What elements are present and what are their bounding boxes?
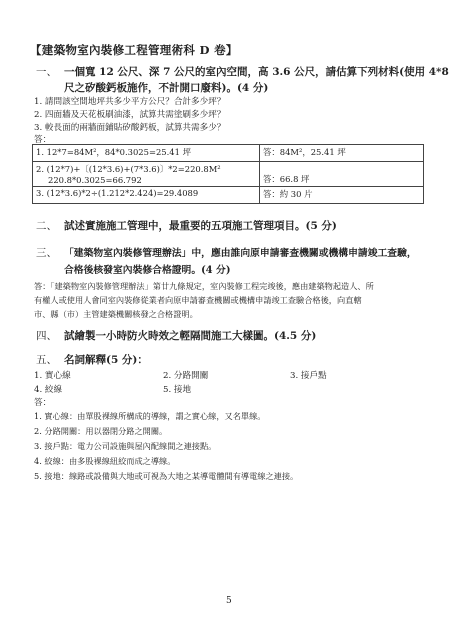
table-cell-answer-1: 答：84M²，25.41 坪 (260, 145, 424, 162)
q1-line2: 尺之矽酸鈣板施作，不計開口廢料)。(4 分) (64, 82, 269, 94)
table-cell-calc-2 (33, 162, 260, 187)
q1-answer-table (32, 144, 424, 204)
q5-answer-1: 1. 實心線：由單股裸線所構成的導線，謂之實心線，又名單線。 (34, 411, 266, 421)
q5-answer-2: 2. 分路開關：用以器閉分路之開關。 (34, 426, 168, 436)
q4-number: 四、 (36, 330, 57, 342)
q5-term-4: 4. 絞線 (34, 385, 63, 395)
calc-2-line-1: 2. (12*7)+〔(12*3.6)+(7*3.6)〕*2=220.8M² (36, 164, 221, 174)
q1-sub-2: 2. 四面牆及天花板刷油漆，試算共需塗刷多少坪？ (34, 110, 226, 120)
q3-line2: 合格後核發室內裝修合格證明。(4 分) (64, 265, 231, 276)
table-row (33, 162, 424, 187)
q3-answer-line-2: 有權人或使用人會同室內裝修從業者向原申請審查機關或機構申請竣工查驗合格後，向直轄 (34, 295, 362, 305)
q4-text: 試繪製一小時防火時效之輕隔間施工大樣圖。(4.5 分) (64, 330, 317, 342)
page-number: 5 (226, 596, 232, 606)
q5-number: 五、 (36, 354, 57, 366)
q5-term-3: 3. 接戶點 (290, 371, 327, 381)
q3-number: 三、 (36, 247, 57, 259)
q5-term-1: 1. 實心線 (34, 371, 71, 381)
q2-text: 試述實施施工管理中，最重要的五項施工管理項目。(5 分) (64, 220, 337, 232)
calc-2-line-2: 220.8*0.3025=66.792 (48, 175, 142, 185)
q5-text: 名詞解釋(5 分)： (64, 354, 148, 366)
table-cell-answer-2: 答：66.8 坪 (260, 162, 424, 187)
table-cell-answer-3: 答：約 30 片 (260, 187, 424, 204)
exam-title: 【建築物室內裝修工程管理術科 D 卷】 (30, 43, 238, 57)
table-cell-calc-3: 3. (12*3.6)*2÷(1.212*2.424)=29.4089 (33, 187, 260, 204)
table-cell-calc-1: 1. 12*7=84M²，84*0.3025=25.41 坪 (33, 145, 260, 162)
q3-answer-line-1: 答：「建築物室內裝修管理辦法」第廿九條規定，室內裝修工程完竣後，應由建築物起造人、所 (34, 281, 374, 291)
q5-answer-3: 3. 接戶點：電力公司設施與屋內配線間之連接點。 (34, 441, 217, 451)
table-row (33, 145, 424, 162)
q1-sub-1: 1. 請問該空間地坪共多少平方公尺？合計多少坪？ (34, 97, 226, 107)
q5-answer-4: 4. 絞線：由多股裸線紐絞而成之導線。 (34, 456, 176, 466)
q5-answer-5: 5. 接地：線路或設備與大地或可視為大地之某導電體間有導電線之連接。 (34, 471, 299, 481)
q1-line1: 一個寬 12 公尺、深 7 公尺的室內空間，高 3.6 公尺，請估算下列材料(使用 4*8 (64, 66, 449, 78)
q1-number: 一、 (36, 66, 57, 78)
q5-term-5: 5. 接地 (163, 385, 192, 395)
q2-number: 二、 (36, 220, 57, 232)
q1-answer-label: 答： (34, 135, 52, 145)
q5-term-2: 2. 分路開關 (163, 371, 209, 381)
q1-sub-3: 3. 較長面的兩牆面鋪貼矽酸鈣板，試算共需多少？ (34, 123, 226, 133)
q3-line1: 「建築物室內裝修管理辦法」中，應由誰向原申請審查機關或機構申請竣工查驗， (64, 248, 417, 259)
table-row (33, 187, 424, 204)
q3-answer-line-3: 市、縣（市）主管建築機關核發之合格證明。 (34, 309, 198, 319)
q5-answer-label: 答： (34, 398, 52, 408)
